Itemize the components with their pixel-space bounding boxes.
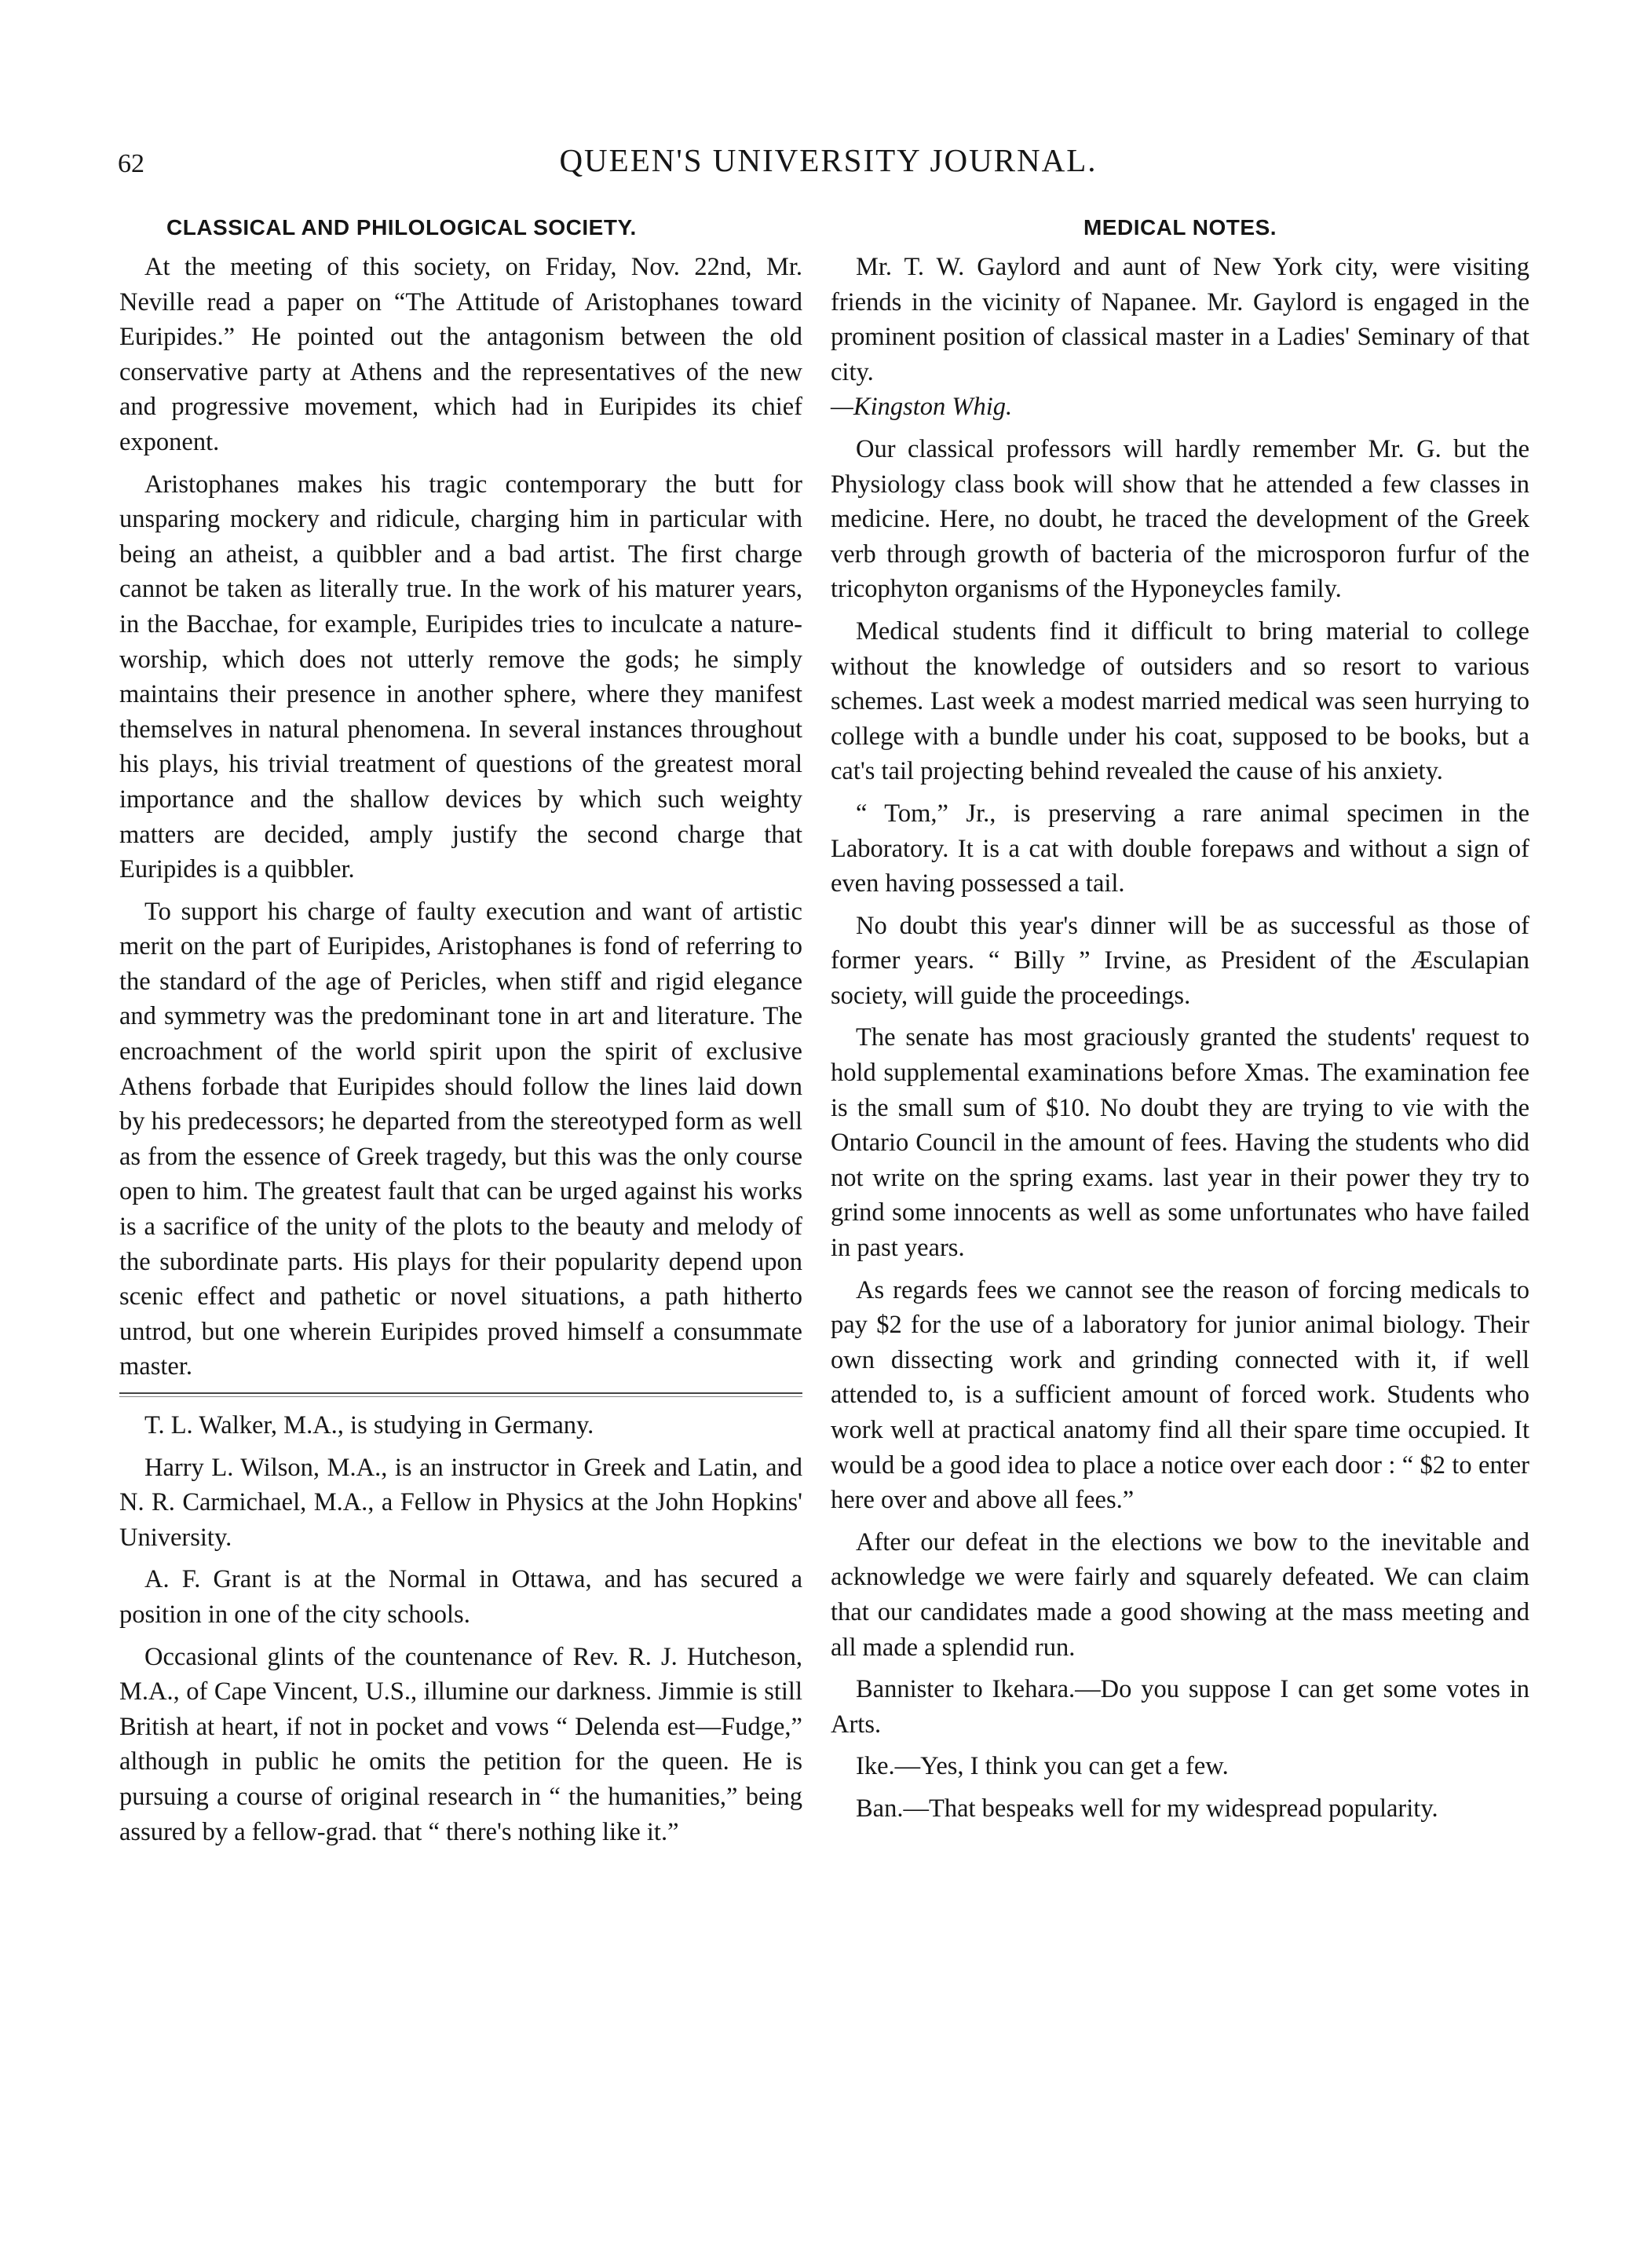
journal-title: QUEEN'S UNIVERSITY JOURNAL. xyxy=(559,142,1098,178)
dialogue-line: Bannister to Ikehara.—Do you suppose I can get some votes in Arts. xyxy=(831,1675,1529,1739)
news-item: Medical students find it difficult to bring material to college without the knowledge of outsiders and so resort to various schemes. Last week a modest married medical was seen hurrying to college with a bundle under his coat, supposed to be books, but a cat's tail projecting behind revealed the cause of his anxiety. xyxy=(831,616,1529,786)
news-source: —Kingston Whig. xyxy=(831,393,1013,422)
section-heading-medical-notes: MEDICAL NOTES. xyxy=(1083,215,1277,240)
article-paragraph: To support his charge of faulty execution and want of artistic merit on the part of Euripides, Aristophanes is fond of referring to the standard of the age of Pericles, when stiff and rigid elegance and symmetry was the predominant tone in art and literature. The encroachment of the world spirit upon the spirit of exclusive Athens forbade that Euripides should follow the lines laid down by his predecessors; he departed from the stereotyped form as well as from the essence of Greek tragedy, but this was the only course open to him. The greatest fault that can be urged against his works is a sacrifice of the unity of the plots to the beauty and melody of the subordinate parts. His plays for their popularity depend upon scenic effect and pathetic or novel situations, a path hitherto untrod, but one wherein Euripides proved himself a consummate master. xyxy=(119,897,802,1381)
page-header xyxy=(118,141,1539,188)
news-item: No doubt this year's dinner will be as successful as those of former years. “ Billy ” Irvine, as President of the Æsculapian society, will guide the proceedings. xyxy=(831,911,1529,1010)
section-heading-classical-society: CLASSICAL AND PHILOLOGICAL SOCIETY. xyxy=(166,215,637,240)
personal-note: Harry L. Wilson, M.A., is an instructor in Greek and Latin, and N. R. Carmichael, M.A., a Fellow in Physics at the John Hopkins' University. xyxy=(119,1453,802,1552)
news-item: Our classical professors will hardly remember Mr. G. but the Physiology class book will show that he attended a few classes in medicine. Here, no doubt, he traced the development of the Greek verb through growth of bacteria of the microsporon furfur of the tricophyton organisms of the Hyponeycles family. xyxy=(831,434,1529,604)
dialogue-line: Ike.—Yes, I think you can get a few. xyxy=(856,1752,1229,1781)
left-column xyxy=(119,210,802,1856)
news-item-text: Mr. T. W. Gaylord and aunt of New York city, were visiting friends in the vicinity of Napanee. Mr. Gaylord is engaged in the prominent position of classical master in a Ladies' Seminary of that city. xyxy=(831,253,1529,386)
personal-note: T. L. Walker, M.A., is studying in Germany. xyxy=(144,1411,594,1439)
personal-note: Occasional glints of the countenance of Rev. R. J. Hutcheson, M.A., of Cape Vincent, U.S., illumine our darkness. Jimmie is still British at heart, if not in pocket and vows “ Delenda est—Fudge,” although in public he omits the petition for the queen. He is pursuing a course of original research in “ the humanities,” being assured by a fellow-grad. that “ there's nothing like it.” xyxy=(119,1642,802,1846)
page-number: 62 xyxy=(118,149,144,178)
dialogue-line: Ban.—That bespeaks well for my widespread popularity. xyxy=(856,1794,1438,1823)
news-item: “ Tom,” Jr., is preserving a rare animal specimen in the Laboratory. It is a cat with double forepaws and without a sign of even having possessed a tail. xyxy=(831,799,1529,898)
news-item: As regards fees we cannot see the reason of forcing medicals to pay $2 for the use of a laboratory for junior animal biology. Their own dissecting work and grinding connected with it, if well attended to, is a sufficient amount of forced work. Students who work well at practical anatomy find all their spare time occupied. It would be a good idea to place a notice over each door : “ $2 to enter here over and above all fees.” xyxy=(831,1275,1529,1515)
news-item xyxy=(831,250,1529,425)
right-column xyxy=(831,210,1529,1834)
news-item: The senate has most graciously granted the students' request to hold supplemental examinations before Xmas. The examination fee is the small sum of $10. No doubt they are trying to vie with the Ontario Council in the amount of fees. Having the students who did not write on the spring exams. last year in their power they try to grind some innocents as well as some unfortunates who have failed in past years. xyxy=(831,1023,1529,1263)
news-item: After our defeat in the elections we bow to the inevitable and acknowledge we were fairly and squarely defeated. We can claim that our candidates made a good showing at the mass meeting and all made a splendid run. xyxy=(831,1527,1529,1662)
article-paragraph: At the meeting of this society, on Friday, Nov. 22nd, Mr. Neville read a paper on “The Attitude of Aristophanes toward Euripides.” He pointed out the antagonism between the old conservative party at Athens and the representatives of the new and progressive movement, which had in Euripides its chief exponent. xyxy=(119,253,802,456)
article-paragraph: Aristophanes makes his tragic contemporary the butt for unsparing mockery and ridicule, charging him in particular with being an atheist, a quibbler and a bad artist. The first charge cannot be taken as literally true. In the work of his maturer years, in the Bacchae, for example, Euripides tries to inculcate a nature-worship, which does not utterly remove the gods; he simply maintains their presence in another sphere, where they manifest themselves in natural phenomena. In several instances throughout his plays, his trivial treatment of questions of the greatest moral importance and the shallow devices by which such weighty matters are decided, amply justify the second charge that Euripides is a quibbler. xyxy=(119,470,802,884)
section-divider xyxy=(119,1392,802,1397)
personal-note: A. F. Grant is at the Normal in Ottawa, and has secured a position in one of the city schools. xyxy=(119,1565,802,1629)
